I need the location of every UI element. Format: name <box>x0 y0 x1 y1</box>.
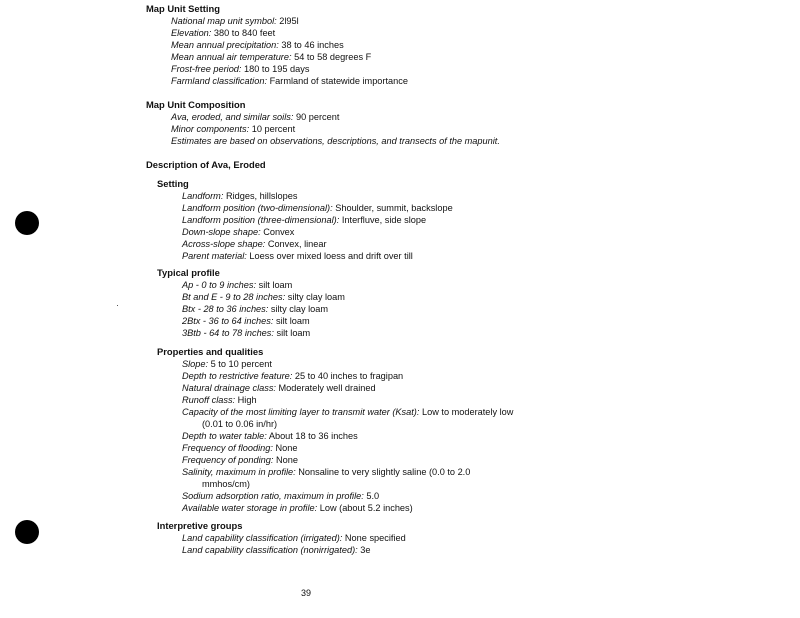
field-row <box>182 442 513 454</box>
field-row <box>171 111 500 123</box>
field-label: Down-slope shape: <box>182 227 261 237</box>
field-value: Nonsaline to very slightly saline (0.0 to 2.0 <box>298 467 471 477</box>
field-value: 5.0 <box>366 491 380 501</box>
field-row <box>182 238 453 250</box>
field-value: Farmland of statewide importance <box>269 76 408 86</box>
field-value: Interfluve, side slope <box>341 215 427 225</box>
field-row <box>182 279 345 291</box>
field-value: silt loam <box>276 328 311 338</box>
field-label: Salinity, maximum in profile: <box>182 467 296 477</box>
field-value-continuation: mmhos/cm) <box>202 479 250 489</box>
field-label: Minor components: <box>171 124 250 134</box>
map-unit-composition-section <box>146 99 500 147</box>
description-section <box>146 159 266 171</box>
field-value: High <box>237 395 257 405</box>
field-row <box>182 454 513 466</box>
field-row <box>182 406 513 418</box>
page-number: 39 <box>301 588 312 598</box>
map-unit-setting-section <box>146 3 408 87</box>
field-row <box>182 202 453 214</box>
properties-subsection <box>157 346 513 514</box>
field-value: 380 to 840 feet <box>213 28 276 38</box>
field-label: 3Btb - 64 to 78 inches: <box>182 328 274 338</box>
field-label: Estimates are based on observations, descriptions, and transects of the mapunit. <box>171 136 500 146</box>
field-row <box>182 358 513 370</box>
field-row <box>182 327 345 339</box>
field-label: Natural drainage class: <box>182 383 276 393</box>
field-value: Convex <box>263 227 295 237</box>
field-value: 3e <box>360 545 371 555</box>
field-value-continuation: (0.01 to 0.06 in/hr) <box>202 419 278 429</box>
field-value: None <box>276 455 298 465</box>
field-label: Capacity of the most limiting layer to transmit water (Ksat): <box>182 407 420 417</box>
field-label: 2Btx - 36 to 64 inches: <box>182 316 274 326</box>
field-label: National map unit symbol: <box>171 16 277 26</box>
field-label: Ap - 0 to 9 inches: <box>182 280 257 290</box>
scan-speck <box>117 305 118 306</box>
interpretive-heading: Interpretive groups <box>157 520 243 531</box>
typical-profile-list <box>157 279 345 339</box>
field-label: Frequency of ponding: <box>182 455 274 465</box>
field-row <box>182 502 513 514</box>
field-label: Depth to water table: <box>182 431 267 441</box>
interpretive-list <box>157 532 406 556</box>
field-value: Loess over mixed loess and drift over till <box>249 251 413 261</box>
map-unit-setting-list <box>146 15 408 87</box>
field-row <box>171 135 500 147</box>
field-row <box>171 15 408 27</box>
field-value: silt loam <box>258 280 293 290</box>
field-value: Low (about 5.2 inches) <box>319 503 413 513</box>
field-value: Convex, linear <box>267 239 327 249</box>
field-row <box>171 123 500 135</box>
field-value: 25 to 40 inches to fragipan <box>294 371 404 381</box>
field-label: Mean annual precipitation: <box>171 40 279 50</box>
field-value: About 18 to 36 inches <box>268 431 358 441</box>
punch-hole-top <box>15 211 39 235</box>
field-row <box>182 382 513 394</box>
map-unit-composition-heading: Map Unit Composition <box>146 99 246 110</box>
field-row <box>182 430 513 442</box>
properties-heading: Properties and qualities <box>157 346 264 357</box>
field-row <box>182 490 513 502</box>
field-label: Slope: <box>182 359 209 369</box>
field-value: Low to moderately low <box>421 407 514 417</box>
field-row <box>182 214 453 226</box>
field-row <box>182 532 406 544</box>
field-row <box>182 544 406 556</box>
typical-profile-heading: Typical profile <box>157 267 220 278</box>
field-row <box>171 51 408 63</box>
field-row <box>182 250 453 262</box>
field-value: 90 percent <box>295 112 340 122</box>
field-row <box>171 39 408 51</box>
field-label: Frost-free period: <box>171 64 242 74</box>
field-label: Btx - 28 to 36 inches: <box>182 304 269 314</box>
field-value: 10 percent <box>251 124 296 134</box>
setting-list <box>157 190 453 262</box>
field-row <box>182 303 345 315</box>
field-label: Farmland classification: <box>171 76 267 86</box>
properties-list <box>157 358 513 514</box>
field-value: None <box>275 443 298 453</box>
field-row <box>182 291 345 303</box>
field-value: 38 to 46 inches <box>281 40 344 50</box>
field-label: Landform position (three-dimensional): <box>182 215 340 225</box>
field-value: Moderately well drained <box>278 383 376 393</box>
field-label: Frequency of flooding: <box>182 443 273 453</box>
field-label: Mean annual air temperature: <box>171 52 292 62</box>
field-row <box>171 75 408 87</box>
field-label: Land capability classification (irrigated): <box>182 533 343 543</box>
field-value: 180 to 195 days <box>244 64 310 74</box>
field-label: Landform: <box>182 191 224 201</box>
field-label: Across-slope shape: <box>182 239 266 249</box>
field-label: Elevation: <box>171 28 212 38</box>
field-row <box>171 63 408 75</box>
description-heading: Description of Ava, Eroded <box>146 159 266 170</box>
field-label: Land capability classification (nonirrigated): <box>182 545 358 555</box>
setting-subsection <box>157 178 453 262</box>
field-value: silty clay loam <box>287 292 345 302</box>
field-label: Ava, eroded, and similar soils: <box>171 112 294 122</box>
field-label: Parent material: <box>182 251 247 261</box>
field-row <box>171 27 408 39</box>
field-value: Shoulder, summit, backslope <box>335 203 453 213</box>
field-value: None specified <box>344 533 406 543</box>
field-value: silty clay loam <box>270 304 329 314</box>
field-value: silt loam <box>275 316 310 326</box>
field-row <box>182 394 513 406</box>
field-value: 5 to 10 percent <box>210 359 272 369</box>
field-label: Runoff class: <box>182 395 236 405</box>
field-row <box>182 226 453 238</box>
field-label: Available water storage in profile: <box>182 503 318 513</box>
field-value: 54 to 58 degrees F <box>294 52 372 62</box>
field-label: Sodium adsorption ratio, maximum in profile: <box>182 491 364 501</box>
setting-heading: Setting <box>157 178 189 189</box>
field-row <box>182 466 513 478</box>
map-unit-composition-list <box>146 111 500 147</box>
field-row <box>182 315 345 327</box>
field-value: 2l95l <box>279 16 299 26</box>
punch-hole-bottom <box>15 520 39 544</box>
field-row <box>182 370 513 382</box>
field-label: Depth to restrictive feature: <box>182 371 293 381</box>
map-unit-setting-heading: Map Unit Setting <box>146 3 220 14</box>
field-value: Ridges, hillslopes <box>225 191 298 201</box>
field-label: Bt and E - 9 to 28 inches: <box>182 292 286 302</box>
interpretive-subsection <box>157 520 406 556</box>
typical-profile-subsection <box>157 267 345 339</box>
field-label: Landform position (two-dimensional): <box>182 203 333 213</box>
field-row <box>182 190 453 202</box>
